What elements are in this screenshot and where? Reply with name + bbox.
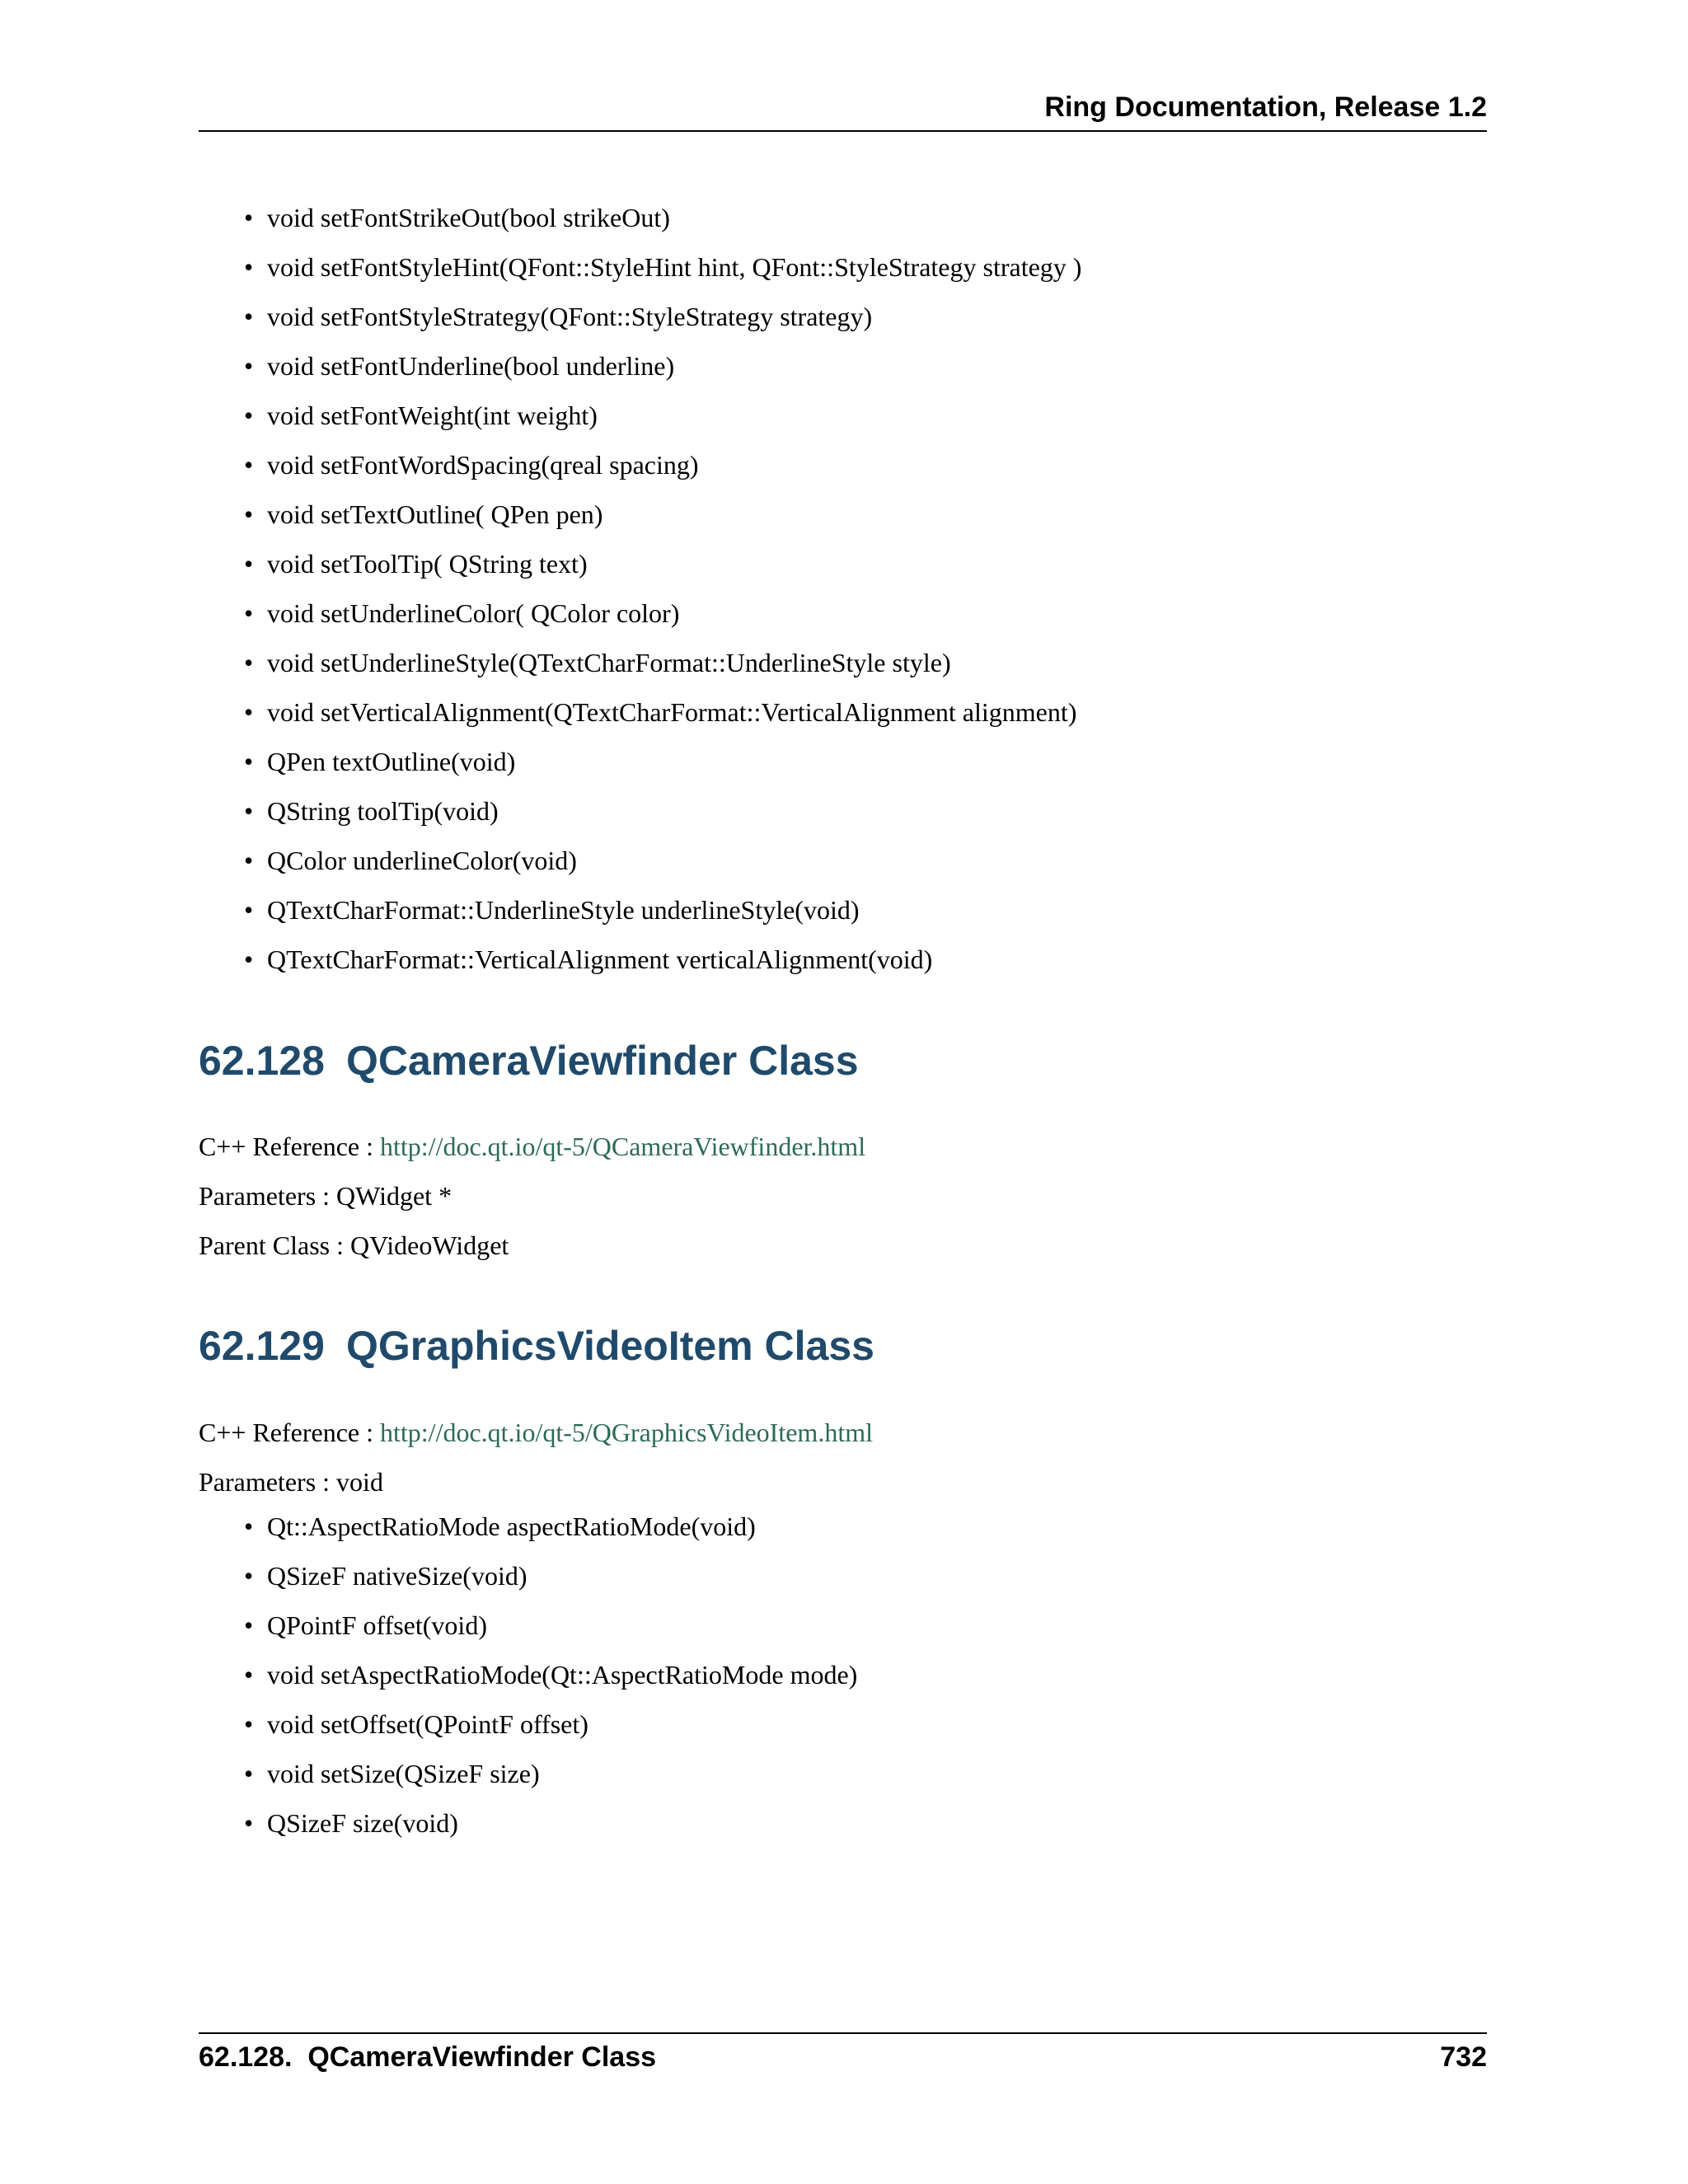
method-signature: void setFontUnderline(bool underline)	[267, 351, 675, 381]
parent-class-line: Parent Class : QVideoWidget	[199, 1230, 509, 1260]
section-heading-qcameraviewfinder	[199, 1036, 859, 1085]
method-item	[244, 490, 1081, 539]
method-item	[244, 935, 1081, 984]
method-item	[244, 786, 1081, 836]
method-signature: void setFontStyleStrategy(QFont::StyleStrategy strategy)	[267, 302, 873, 331]
section-number: 62.128	[199, 1038, 325, 1084]
bullet-icon: •	[244, 944, 254, 974]
method-signature: QPen textOutline(void)	[267, 747, 516, 776]
method-item	[244, 242, 1081, 292]
method-item	[244, 588, 1081, 638]
bullet-icon: •	[244, 549, 254, 579]
method-signature: QPointF offset(void)	[267, 1610, 487, 1640]
bullet-icon: •	[244, 252, 254, 282]
bullet-icon: •	[244, 895, 254, 925]
method-signature: void setFontWeight(int weight)	[267, 401, 598, 430]
section-number: 62.129	[199, 1323, 325, 1369]
cpp-reference-link[interactable]: http://doc.qt.io/qt-5/QGraphicsVideoItem.html	[380, 1418, 873, 1447]
page-number: 732	[1440, 2041, 1487, 2073]
method-item	[244, 1502, 857, 1551]
bullet-icon: •	[244, 1759, 254, 1788]
bullet-icon: •	[244, 499, 254, 529]
method-item	[244, 885, 1081, 935]
method-item	[244, 1749, 857, 1798]
bullet-icon: •	[244, 846, 254, 875]
method-signature: QColor underlineColor(void)	[267, 846, 577, 875]
method-signature: void setSize(QSizeF size)	[267, 1759, 540, 1788]
section-title: QCameraViewfinder Class	[345, 1038, 859, 1084]
method-signature: void setUnderlineStyle(QTextCharFormat::UnderlineStyle style)	[267, 648, 951, 677]
method-list-qgraphicsvideoitem	[244, 1502, 857, 1848]
header-rule	[199, 130, 1487, 132]
method-signature: void setUnderlineColor( QColor color)	[267, 598, 680, 628]
bullet-icon: •	[244, 796, 254, 826]
method-signature: QSizeF nativeSize(void)	[267, 1561, 528, 1591]
method-signature: void setFontWordSpacing(qreal spacing)	[267, 450, 699, 480]
method-list-continued	[244, 193, 1081, 984]
method-item	[244, 836, 1081, 885]
section-heading-qgraphicsvideoitem	[199, 1321, 874, 1371]
method-item	[244, 193, 1081, 242]
method-item	[244, 539, 1081, 588]
method-signature: QSizeF size(void)	[267, 1808, 458, 1838]
method-signature: void setToolTip( QString text)	[267, 549, 588, 579]
bullet-icon: •	[244, 697, 254, 727]
cpp-reference-label: C++ Reference :	[199, 1418, 380, 1447]
cpp-reference-label: C++ Reference :	[199, 1132, 380, 1161]
method-item	[244, 1551, 857, 1601]
bullet-icon: •	[244, 1808, 254, 1838]
method-signature: void setOffset(QPointF offset)	[267, 1709, 588, 1739]
method-item	[244, 1699, 857, 1749]
bullet-icon: •	[244, 203, 254, 232]
bullet-icon: •	[244, 450, 254, 480]
bullet-icon: •	[244, 1610, 254, 1640]
method-signature: void setFontStyleHint(QFont::StyleHint hint, QFont::StyleStrategy strategy )	[267, 252, 1082, 282]
footer-rule	[199, 2032, 1487, 2034]
method-signature: void setVerticalAlignment(QTextCharFormat::VerticalAlignment alignment)	[267, 697, 1077, 727]
method-signature: QTextCharFormat::UnderlineStyle underlineStyle(void)	[267, 895, 860, 925]
cpp-reference-line	[199, 1408, 873, 1457]
method-item	[244, 687, 1081, 737]
method-signature: QTextCharFormat::VerticalAlignment verticalAlignment(void)	[267, 944, 933, 974]
bullet-icon: •	[244, 1709, 254, 1739]
cpp-reference-link[interactable]: http://doc.qt.io/qt-5/QCameraViewfinder.html	[380, 1132, 866, 1161]
method-item	[244, 341, 1081, 391]
method-signature: void setTextOutline( QPen pen)	[267, 499, 603, 529]
method-item	[244, 1650, 857, 1699]
parameters-line: Parameters : QWidget *	[199, 1181, 452, 1211]
method-item	[244, 737, 1081, 786]
running-header: Ring Documentation, Release 1.2	[1044, 91, 1487, 123]
method-item	[244, 1601, 857, 1650]
cpp-reference-line	[199, 1122, 865, 1171]
footer-section-title: 62.128. QCameraViewfinder Class	[199, 2041, 657, 2073]
method-signature: void setAspectRatioMode(Qt::AspectRatioMode mode)	[267, 1660, 858, 1690]
bullet-icon: •	[244, 1561, 254, 1591]
method-signature: Qt::AspectRatioMode aspectRatioMode(void)	[267, 1511, 756, 1541]
method-item	[244, 1798, 857, 1848]
bullet-icon: •	[244, 598, 254, 628]
method-item	[244, 638, 1081, 687]
bullet-icon: •	[244, 648, 254, 677]
parameters-line: Parameters : void	[199, 1467, 383, 1497]
bullet-icon: •	[244, 302, 254, 331]
bullet-icon: •	[244, 351, 254, 381]
bullet-icon: •	[244, 1660, 254, 1690]
bullet-icon: •	[244, 747, 254, 776]
section-title: QGraphicsVideoItem Class	[345, 1323, 874, 1369]
method-signature: void setFontStrikeOut(bool strikeOut)	[267, 203, 670, 232]
method-signature: QString toolTip(void)	[267, 796, 499, 826]
bullet-icon: •	[244, 1511, 254, 1541]
bullet-icon: •	[244, 401, 254, 430]
method-item	[244, 440, 1081, 490]
method-item	[244, 292, 1081, 341]
method-item	[244, 391, 1081, 440]
